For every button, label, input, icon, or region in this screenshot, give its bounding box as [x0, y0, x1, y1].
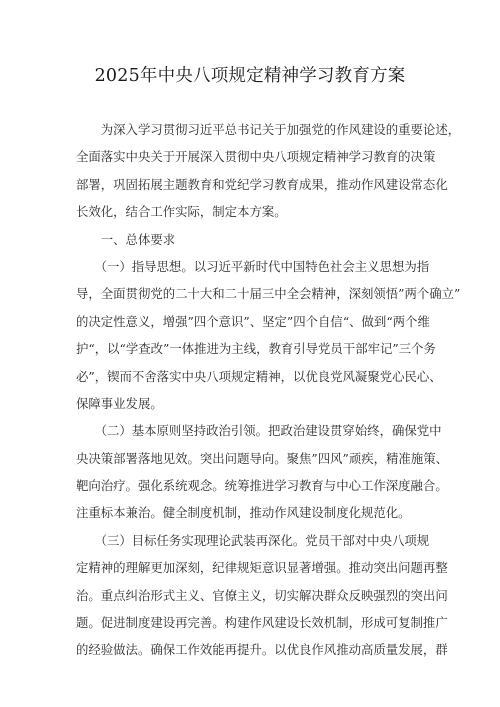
document-line: 为深入学习贯彻习近平总书记关于加强党的作风建设的重要论述，	[76, 122, 461, 137]
document-line: 靶向治疗。强化系统观念。统筹推进学习教育与中心工作深度融合。	[76, 478, 448, 494]
document-body	[76, 116, 461, 664]
document-title: 2025年中央八项规定精神学习教育方案	[94, 66, 406, 86]
document-line: 导，全面贯彻党的二十大和二十届三中全会精神，深刻领悟”两个确立”	[76, 286, 461, 302]
document-line: 题。促进制度建设再完善。构建作风建设长效机制，形成可复制推广	[76, 615, 448, 631]
document-line: 的决定性意义，增强”四个意识”、坚定”四个自信“、做到“两个维	[76, 313, 430, 329]
document-line: 长效化，结合工作实际，制定本方案。	[76, 204, 287, 220]
document-line: 定精神的理解更加深刻，纪律规矩意识显著增强。推动突出问题再整	[76, 560, 448, 576]
document-line: 注重标本兼治。健全制度机制，推动作风建设制度化规范化。	[76, 505, 411, 521]
document-line: （一）指导思想。以习近平新时代中国特色社会主义思想为指	[76, 258, 430, 274]
document-line: 部署，巩固拓展主题教育和党纪学习教育成果，推动作风建设常态化	[76, 176, 448, 192]
document-line: 的经验做法。确保工作效能再提升。以优良作风推动高质量发展，群	[76, 642, 448, 658]
document-line: （二）基本原则坚持政治引领。把政治建设贯穿始终，确保党中	[76, 423, 442, 439]
document-line: 一、总体要求	[76, 231, 176, 247]
document-line: （三）目标任务实现理论武装再深化。党员干部对中央八项规	[76, 532, 430, 548]
document-line: 治。重点纠治形式主义、官僚主义，切实解决群众反映强烈的突出问	[76, 587, 448, 603]
document-line: 全面落实中央关于开展深入贯彻中央八项规定精神学习教育的决策	[76, 149, 436, 165]
document-line: 必”，锲而不舍落实中央八项规定精神，以优良党风凝聚党心民心、	[76, 368, 442, 384]
document-line: 护“，以“学查改”一体推进为主线，教育引导党员干部牢记”三个务	[76, 341, 436, 357]
document-line: 央决策部署落地见效。突出问题导向。聚焦”四风”顽疾，精准施策、	[76, 450, 448, 466]
document-line: 保障事业发展。	[76, 395, 163, 411]
